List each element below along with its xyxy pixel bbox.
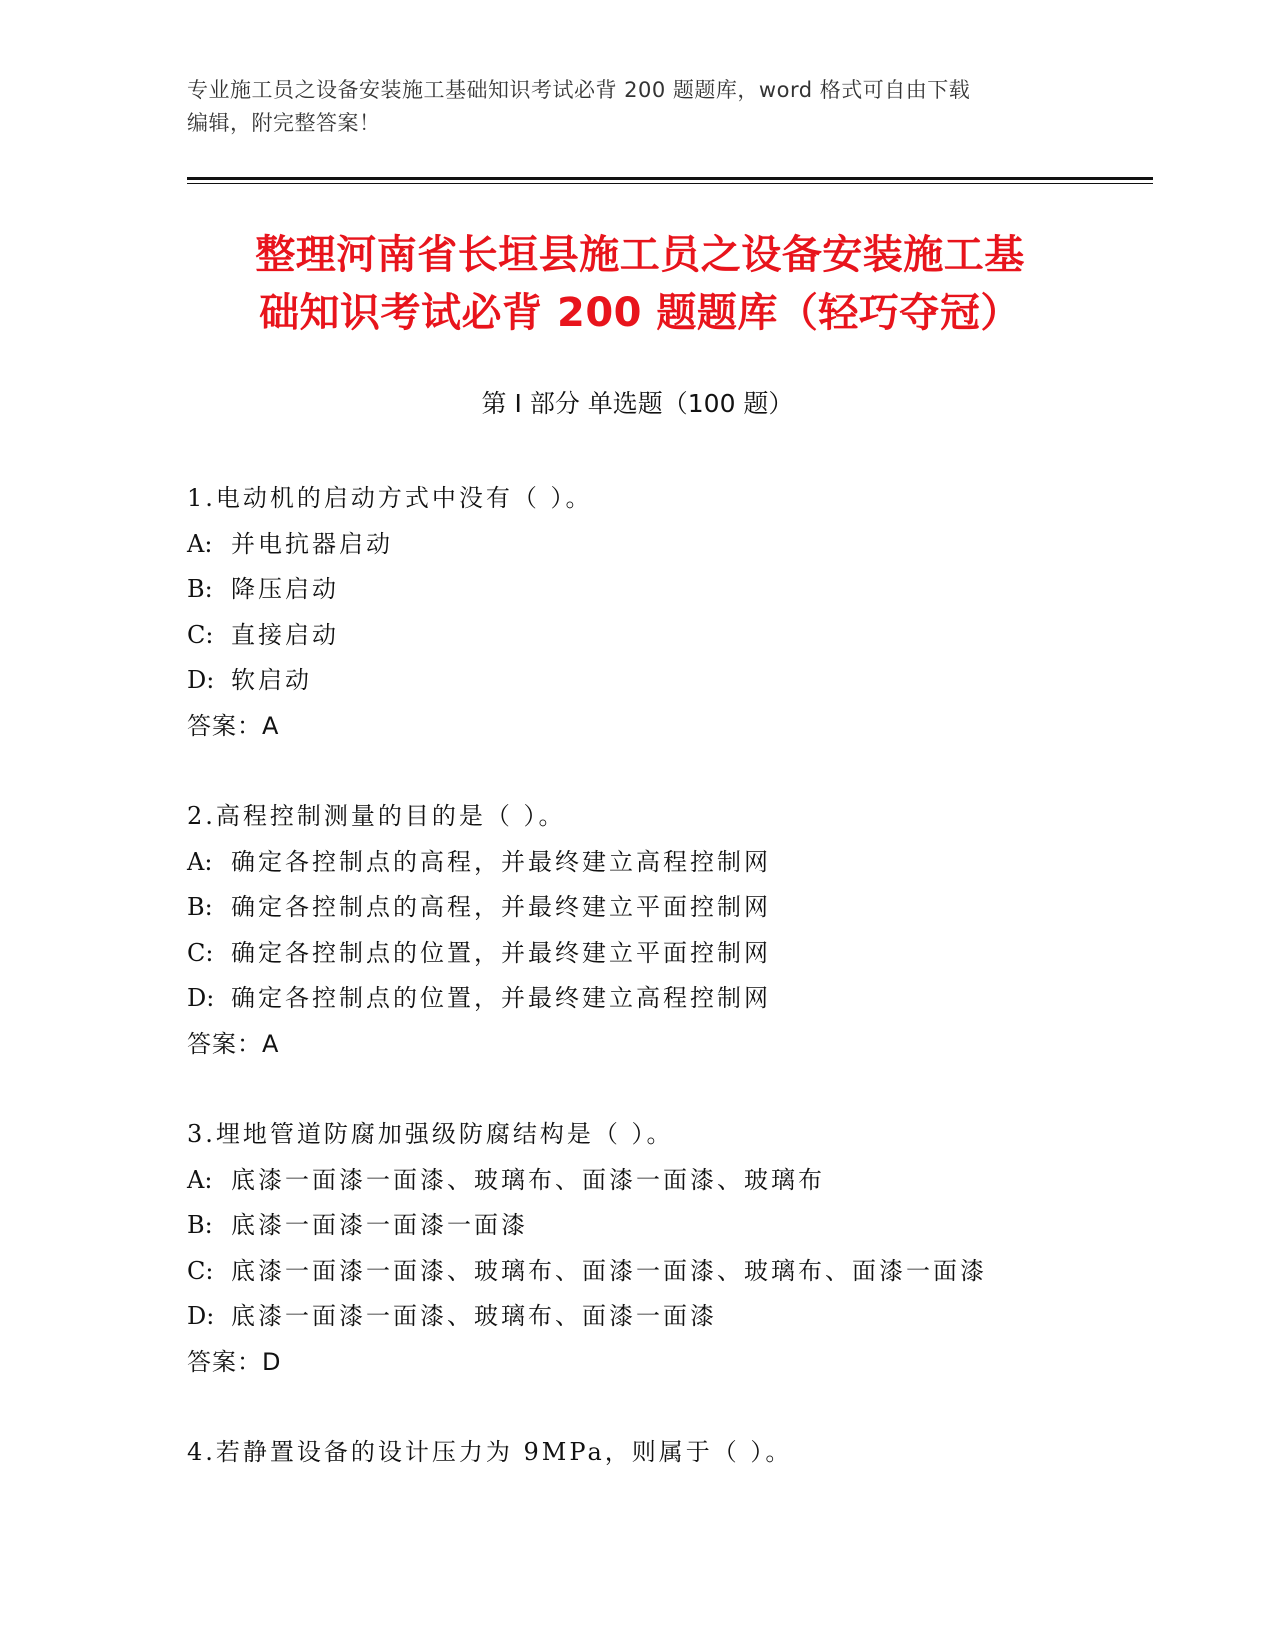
question-answer: 答案：A [187, 1029, 280, 1058]
option-key: B: [187, 893, 213, 921]
question-1 [187, 476, 1137, 749]
option-text: 底漆一面漆一面漆、玻璃布、面漆一面漆 [231, 1302, 717, 1330]
option-text: 底漆一面漆一面漆、玻璃布、面漆一面漆、玻璃布、面漆一面漆 [231, 1256, 987, 1285]
question-option-a [187, 1158, 1137, 1204]
question-answer: 答案：A [187, 711, 280, 740]
document-title-line-1: 整理河南省长垣县施工员之设备安装施工基 [255, 232, 1025, 278]
header-divider-thin [187, 183, 1153, 184]
question-option-c [187, 1249, 1137, 1295]
option-text: 底漆一面漆一面漆一面漆 [231, 1211, 528, 1239]
question-2 [187, 794, 1137, 1067]
option-key: C: [187, 938, 214, 967]
section-title: 第 I 部分 单选题（100 题） [481, 389, 794, 418]
question-option-a [187, 522, 1137, 568]
option-text: 确定各控制点的位置，并最终建立平面控制网 [231, 938, 771, 967]
option-key: B: [187, 1211, 213, 1239]
option-key: D: [187, 1302, 215, 1330]
question-3 [187, 1112, 1137, 1385]
header-note [187, 74, 1087, 140]
option-key: A: [187, 529, 213, 558]
option-text: 软启动 [231, 666, 312, 694]
option-key: C: [187, 620, 214, 649]
option-key: B: [187, 575, 213, 603]
question-stem: 3.埋地管道防腐加强级防腐结构是（ ）。 [187, 1120, 674, 1148]
question-stem: 4.若静置设备的设计压力为 9MPa，则属于（ ）。 [187, 1438, 793, 1466]
option-text: 降压启动 [231, 575, 339, 603]
question-option-a [187, 840, 1137, 886]
option-text: 确定各控制点的位置，并最终建立高程控制网 [231, 984, 771, 1012]
question-option-c [187, 613, 1137, 659]
question-option-d [187, 976, 1137, 1022]
question-option-b [187, 885, 1137, 931]
option-key: D: [187, 666, 215, 694]
document-title-line-2: 础知识考试必背 200 题题库（轻巧夺冠） [259, 290, 1021, 336]
header-note-line-1: 专业施工员之设备安装施工基础知识考试必背 200 题题库，word 格式可自由下载 [187, 78, 971, 102]
question-option-b [187, 567, 1137, 613]
option-key: C: [187, 1256, 214, 1285]
option-text: 底漆一面漆一面漆、玻璃布、面漆一面漆、玻璃布 [231, 1165, 825, 1194]
question-answer: 答案：D [187, 1347, 282, 1376]
question-list [187, 476, 1137, 1521]
option-text: 确定各控制点的高程，并最终建立高程控制网 [231, 847, 771, 876]
option-text: 确定各控制点的高程，并最终建立平面控制网 [231, 893, 771, 921]
question-option-c [187, 931, 1137, 977]
option-key: A: [187, 847, 213, 876]
question-stem: 2.高程控制测量的目的是（ ）。 [187, 802, 566, 830]
header-note-line-2: 编辑，附完整答案！ [187, 111, 381, 135]
question-option-d [187, 658, 1137, 704]
header-divider-thick [187, 177, 1153, 180]
question-4 [187, 1430, 1137, 1476]
option-key: D: [187, 984, 215, 1012]
option-key: A: [187, 1165, 213, 1194]
question-option-d [187, 1294, 1137, 1340]
document-title [190, 226, 1090, 342]
question-option-b [187, 1203, 1137, 1249]
option-text: 直接启动 [231, 620, 339, 649]
question-stem: 1.电动机的启动方式中没有（ ）。 [187, 484, 593, 512]
option-text: 并电抗器启动 [231, 529, 393, 558]
